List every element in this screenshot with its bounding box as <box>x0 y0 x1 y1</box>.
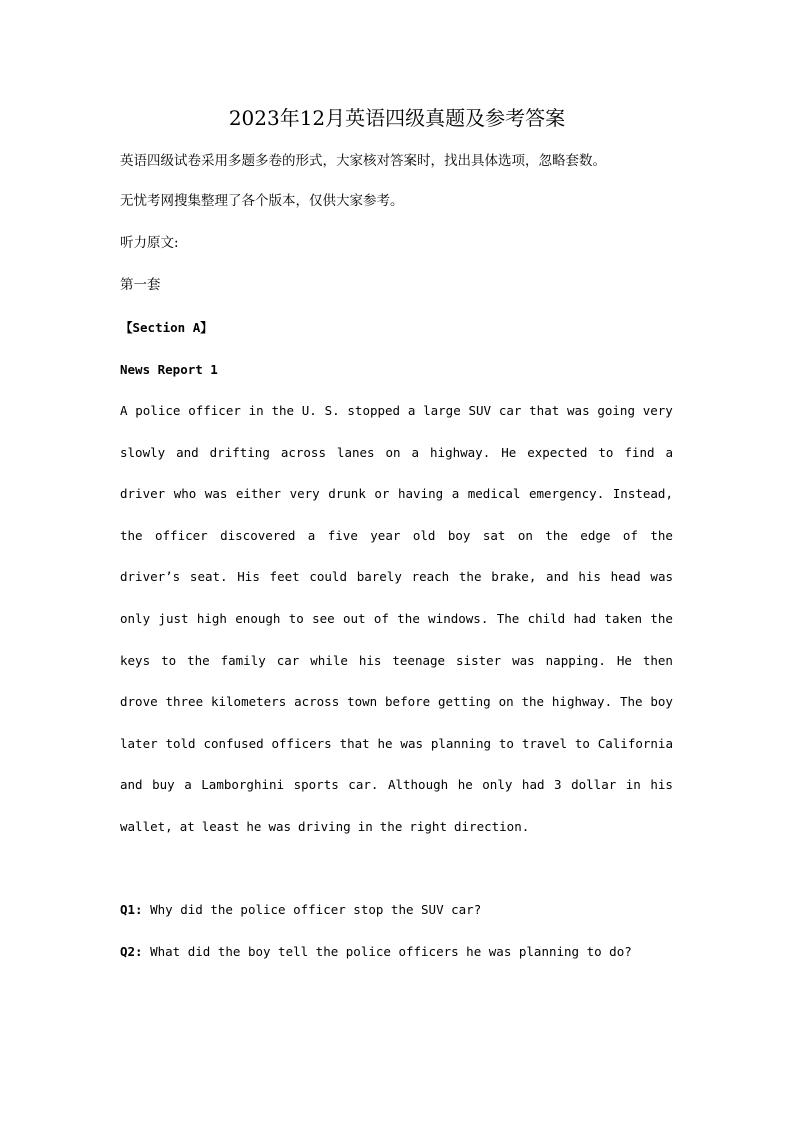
paragraph-word: the <box>187 652 210 668</box>
paragraph-word: of <box>373 610 389 626</box>
paragraph-word: confused <box>203 735 264 751</box>
paragraph-word: stopped <box>347 403 401 418</box>
question-label: Q2: <box>120 944 143 959</box>
paragraph-word: Although <box>387 777 449 793</box>
paragraph-word: to <box>574 735 590 751</box>
paragraph-word: drove <box>120 694 158 710</box>
paragraph-word: he <box>246 818 262 834</box>
paragraph-word: across <box>294 694 340 710</box>
paragraph-line <box>120 443 673 485</box>
paragraph-word: officer <box>188 403 241 418</box>
paragraph-word: on <box>517 527 533 543</box>
paragraph-word: was <box>512 652 535 668</box>
paragraph-word: car <box>276 652 300 668</box>
paragraph-word: high <box>196 610 227 626</box>
paragraph-word: having <box>398 486 444 502</box>
listening-label: 听力原文: <box>120 235 179 251</box>
paragraph-word: edge <box>580 527 611 543</box>
paragraph-word: his <box>650 777 673 793</box>
paragraph-word: drifting <box>209 444 270 460</box>
paragraph-word: either <box>235 486 282 502</box>
paragraph-word: driver’s <box>120 569 181 585</box>
paragraph-word: highway. <box>430 444 491 460</box>
paragraph-line <box>120 651 673 693</box>
paragraph-word: lanes <box>336 444 375 460</box>
paragraph-word: Instead, <box>612 486 673 502</box>
paragraph-word: he <box>457 777 473 793</box>
paragraph-word: year <box>370 527 401 543</box>
paragraph-word: had <box>573 610 597 626</box>
paragraph-word: The <box>496 610 520 626</box>
paragraph-word: SUV <box>468 403 492 418</box>
paragraph-word: five <box>327 527 358 543</box>
paragraph-word: driver <box>120 486 166 502</box>
paragraph-word: the <box>545 527 568 543</box>
question-text: What did the boy tell the police officers he was planning to do? <box>150 944 632 959</box>
paragraph-word: boy <box>447 527 471 543</box>
paragraph-word: feet <box>269 569 300 585</box>
paragraph-line <box>120 609 673 651</box>
paragraph-word: was <box>650 569 673 585</box>
paragraph-word: discovered <box>220 527 296 543</box>
report-paragraph <box>120 401 673 859</box>
paragraph-word: police <box>135 403 181 418</box>
paragraph-word: a <box>411 444 420 460</box>
paragraph-word: sister <box>456 652 502 668</box>
paragraph-word: the <box>271 403 295 418</box>
paragraph-word: He <box>616 652 632 668</box>
paragraph-word: the <box>397 610 420 626</box>
paragraph-word: to <box>498 735 514 751</box>
paragraph-word: family <box>220 652 266 668</box>
paragraph-word: Lamborghini <box>201 777 285 793</box>
paragraph-word: on <box>385 444 401 460</box>
paragraph-word: the <box>458 569 482 585</box>
question-2 <box>120 942 632 962</box>
paragraph-word: planning <box>430 735 492 751</box>
paragraph-word: was <box>567 403 590 418</box>
paragraph-word: later <box>120 735 158 751</box>
paragraph-word: and <box>546 569 569 585</box>
paragraph-word: U. <box>301 403 317 418</box>
paragraph-word: of <box>622 527 638 543</box>
paragraph-word: teenage <box>392 652 446 668</box>
paragraph-word: the <box>521 694 545 710</box>
paragraph-word: He <box>501 444 517 460</box>
paragraph-word: officer <box>155 527 208 543</box>
paragraph-word: out <box>343 610 366 626</box>
paragraph-word: to <box>288 610 304 626</box>
paragraph-word: enough <box>235 610 281 626</box>
paragraph-word: that <box>529 403 560 418</box>
paragraph-word: medical <box>467 486 521 502</box>
paragraph-word: was <box>268 818 292 834</box>
paragraph-word: across <box>280 444 326 460</box>
paragraph-word: was <box>204 486 228 502</box>
paragraph-word: taken <box>604 610 643 626</box>
paragraph-word: the <box>120 527 143 543</box>
paragraph-line <box>120 817 673 859</box>
document-title: 2023年12月英语四级真题及参考答案 <box>228 106 566 130</box>
paragraph-word: find <box>624 444 655 460</box>
paragraph-word: driving <box>298 818 351 834</box>
paragraph-word: and <box>120 777 143 793</box>
paragraph-line <box>120 692 673 734</box>
paragraph-word: reach <box>411 569 450 585</box>
paragraph-word: in <box>248 403 264 418</box>
paragraph-word: sat <box>482 527 506 543</box>
paragraph-word: very <box>642 403 673 418</box>
question-1 <box>120 900 481 920</box>
section-heading: 【Section A】 <box>120 320 213 335</box>
paragraph-word: seat. <box>189 569 228 585</box>
paragraph-word: slowly <box>120 444 166 460</box>
paragraph-word: napping. <box>545 652 606 668</box>
paragraph-word: A <box>120 403 128 418</box>
paragraph-line <box>120 775 673 817</box>
question-text: Why did the police officer stop the SUV car? <box>150 902 482 917</box>
paragraph-word: car <box>498 403 522 418</box>
paragraph-word: drunk <box>328 486 366 502</box>
paragraph-word: getting <box>438 694 491 710</box>
paragraph-line <box>120 484 673 526</box>
paragraph-word: child <box>527 610 566 626</box>
paragraph-word: going <box>597 403 635 418</box>
paragraph-word: officers <box>271 735 332 751</box>
paragraph-word: buy <box>152 777 175 793</box>
paragraph-word: the <box>650 527 673 543</box>
paragraph-word: in <box>625 777 641 793</box>
paragraph-word: S. <box>324 403 340 418</box>
paragraph-word: or <box>374 486 390 502</box>
paragraph-word: travel <box>521 735 567 751</box>
paragraph-word: and <box>176 444 199 460</box>
paragraph-word: sports <box>293 777 339 793</box>
paragraph-word: his <box>358 652 382 668</box>
paragraph-word: boy <box>650 694 673 710</box>
paragraph-word: a <box>184 777 192 793</box>
paragraph-word: very <box>289 486 320 502</box>
paragraph-word: direction. <box>454 818 530 834</box>
paragraph-word: that <box>339 735 370 751</box>
paragraph-word: old <box>412 527 436 543</box>
paragraph-word: a <box>307 527 316 543</box>
paragraph-word: head <box>610 569 641 585</box>
paragraph-word: while <box>310 652 348 668</box>
paragraph-word: keys <box>120 652 151 668</box>
paragraph-word: a <box>665 444 673 460</box>
paragraph-word: dollar <box>571 777 617 793</box>
paragraph-word: to <box>598 444 614 460</box>
paragraph-word: the <box>650 610 673 626</box>
intro-text-1: 英语四级试卷采用多题多卷的形式，大家核对答案时，找出具体选项，忽略套数。 <box>120 153 606 169</box>
paragraph-word: to <box>161 652 177 668</box>
paragraph-word: just <box>158 610 189 626</box>
paragraph-line <box>120 401 673 443</box>
paragraph-word: 3 <box>554 777 562 793</box>
paragraph-word: only <box>120 610 151 626</box>
paragraph-word: car. <box>348 777 379 793</box>
intro-text-2: 无忧考网搜集整理了各个版本，仅供大家参考。 <box>120 193 404 209</box>
paragraph-word: barely <box>356 569 402 585</box>
paragraph-word: three <box>165 694 204 710</box>
question-label: Q1: <box>120 902 143 917</box>
paragraph-word: see <box>312 610 335 626</box>
paragraph-word: His <box>237 569 260 585</box>
report-heading: News Report 1 <box>120 362 218 377</box>
paragraph-line <box>120 567 673 609</box>
paragraph-word: windows. <box>428 610 489 626</box>
paragraph-word: highway. <box>551 694 613 710</box>
paragraph-word: told <box>165 735 196 751</box>
paragraph-word: could <box>309 569 347 585</box>
paragraph-word: a <box>407 403 416 418</box>
paragraph-word: large <box>423 403 461 418</box>
paragraph-word: the <box>379 818 403 834</box>
paragraph-word: his <box>578 569 601 585</box>
paragraph-word: least <box>201 818 240 834</box>
paragraph-word: had <box>521 777 545 793</box>
set-label: 第一套 <box>120 277 161 293</box>
paragraph-word: he <box>377 735 393 751</box>
paragraph-word: before <box>385 694 431 710</box>
paragraph-word: then <box>642 652 673 668</box>
paragraph-word: only <box>482 777 513 793</box>
paragraph-word: was <box>400 735 423 751</box>
paragraph-word: who <box>173 486 197 502</box>
paragraph-line <box>120 526 673 568</box>
paragraph-word: kilometers <box>210 694 287 710</box>
paragraph-word: right <box>409 818 447 834</box>
paragraph-word: on <box>498 694 514 710</box>
paragraph-word: a <box>451 486 460 502</box>
paragraph-word: California <box>597 735 673 751</box>
paragraph-word: brake, <box>491 569 537 585</box>
paragraph-word: The <box>619 694 643 710</box>
paragraph-line <box>120 734 673 776</box>
paragraph-word: town <box>347 694 378 710</box>
paragraph-word: emergency. <box>528 486 605 502</box>
paragraph-word: at <box>179 818 195 834</box>
paragraph-word: wallet, <box>120 818 173 834</box>
paragraph-word: in <box>357 818 373 834</box>
paragraph-word: expected <box>527 444 588 460</box>
